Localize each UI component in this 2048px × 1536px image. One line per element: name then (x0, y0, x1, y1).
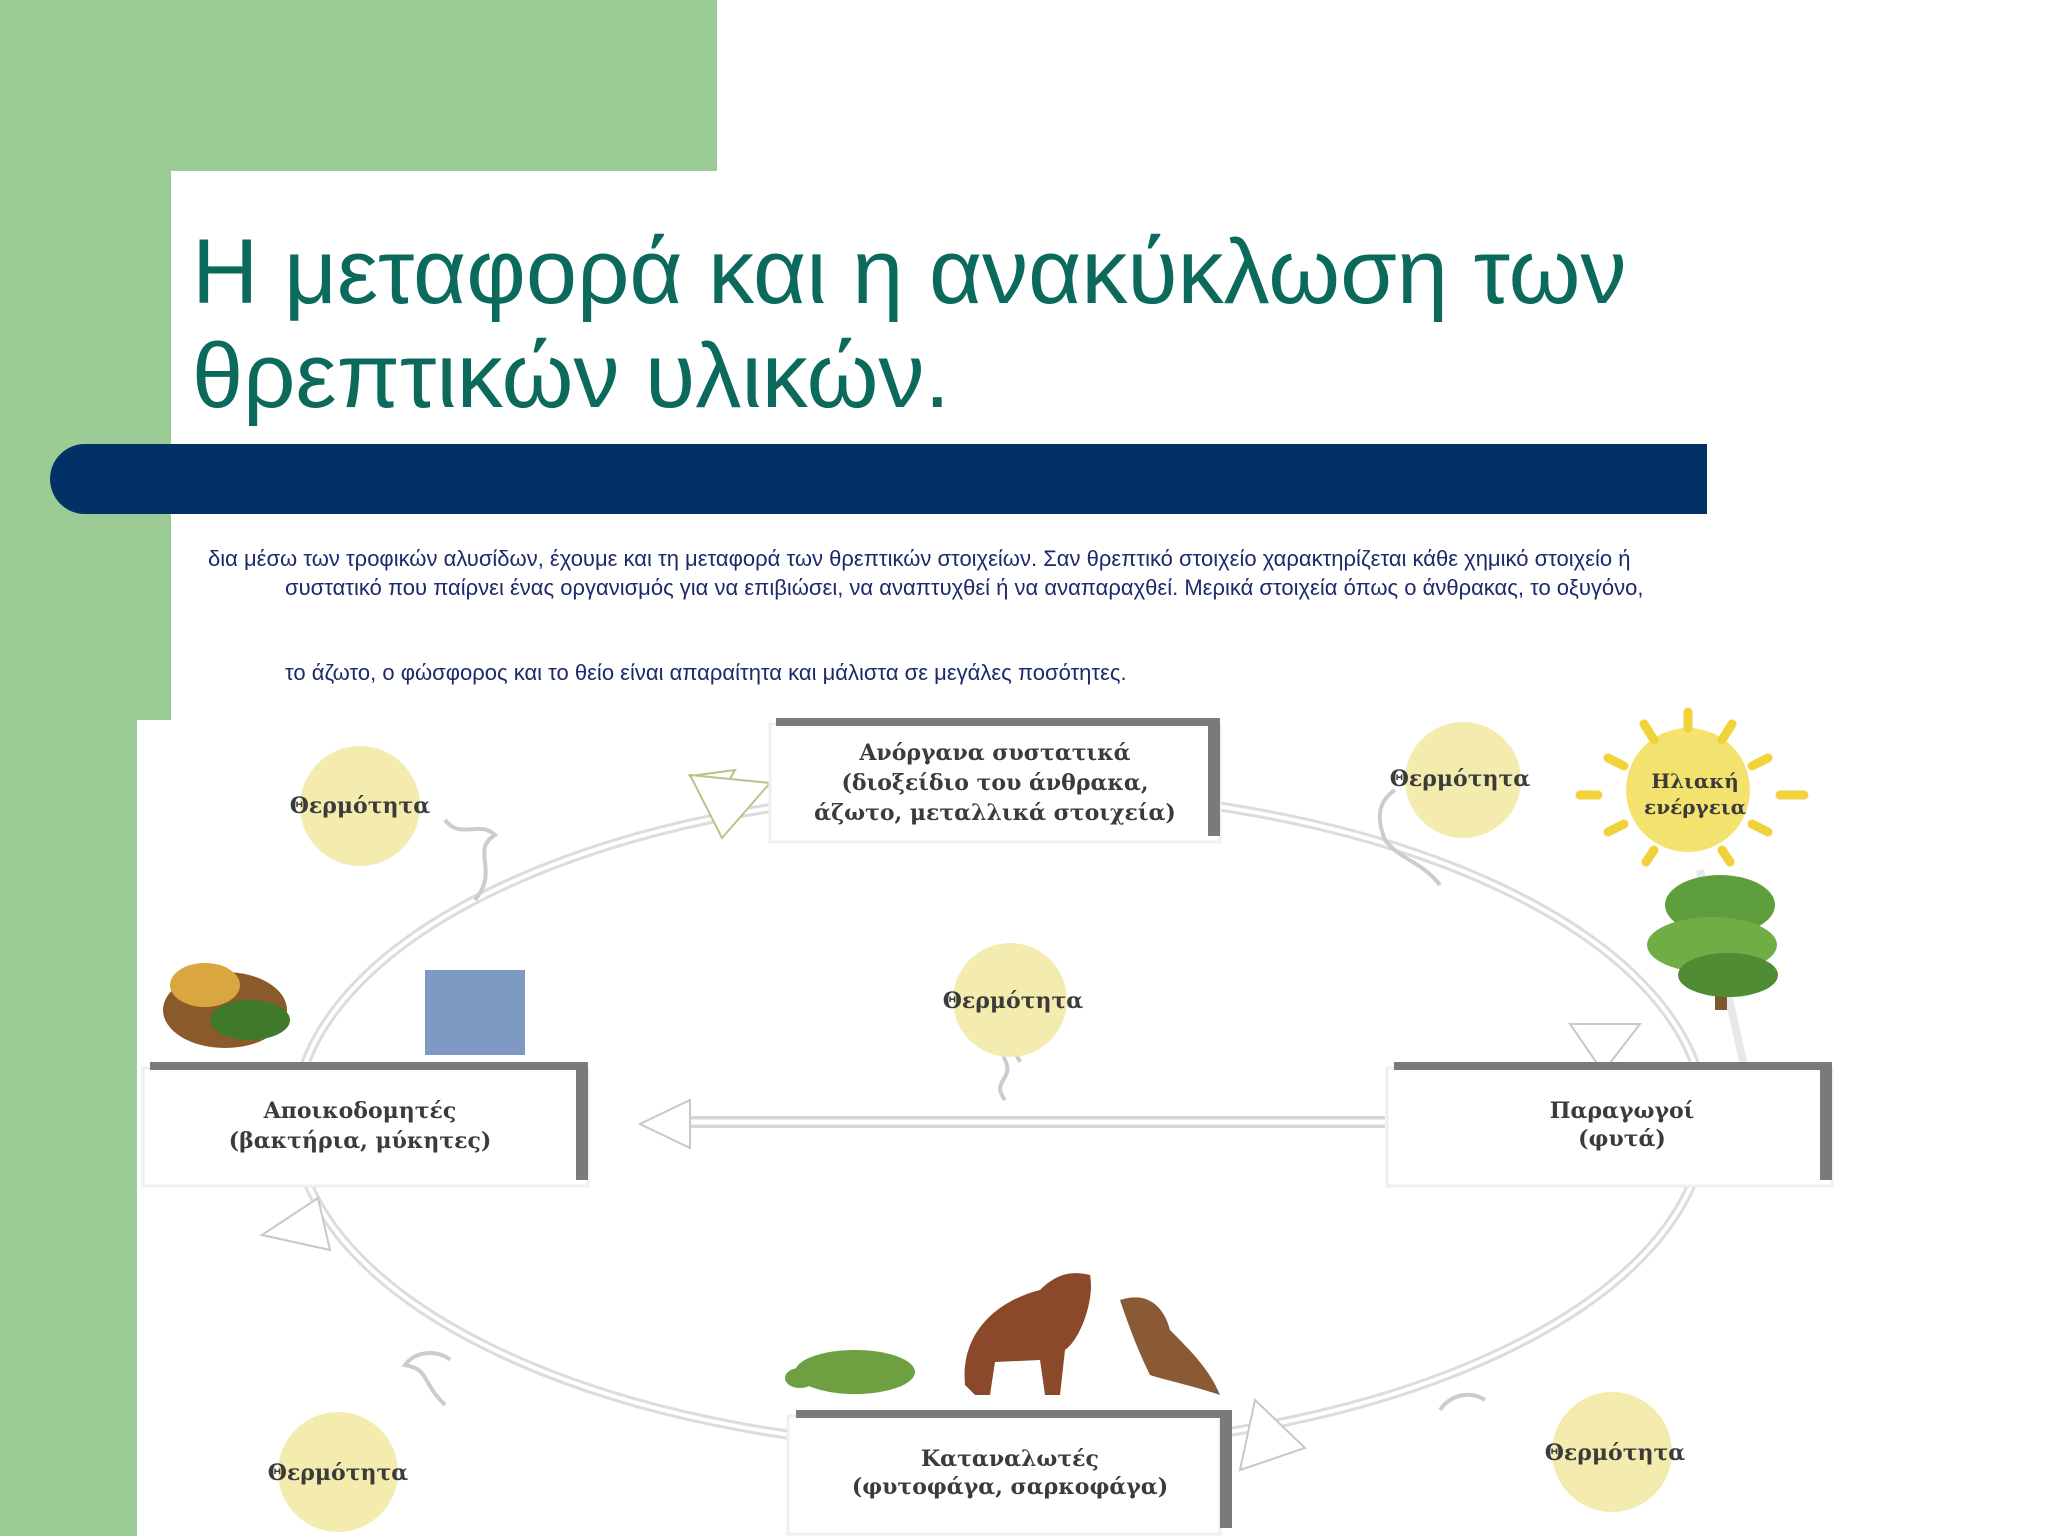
node-producers-line-1: Παραγωγοί (1549, 1098, 1695, 1124)
title-line-2: θρεπτικών υλικών. (192, 325, 951, 427)
sun-icon (1580, 712, 1804, 862)
node-producers (1387, 1062, 1832, 1186)
node-consumers (788, 1410, 1232, 1534)
body-line-2: συστατικό που παίρνει ένας οργανισμός για να επιβιώσει, να αναπτυχθεί ή να αναπαραχθεί. Μερικά στοιχεία όπως ο άνθρακας, το οξυγόνο, (285, 575, 1644, 600)
turtle-icon (785, 1350, 915, 1394)
heat-arrow-bottom-right (1440, 1395, 1485, 1410)
center-arrow (640, 1100, 1385, 1148)
fungi-image (163, 963, 290, 1048)
heat-bubble-top-right (1390, 722, 1531, 838)
node-decomposers-line-2: (βακτήρια, μύκητες) (228, 1128, 492, 1154)
node-consumers-line-2: (φυτοφάγα, σαρκοφάγα) (851, 1474, 1169, 1500)
bacteria-image (425, 970, 525, 1055)
node-consumers-line-1: Καταναλωτές (921, 1446, 1099, 1472)
heat-label-center: Θερμότητα (942, 988, 1084, 1014)
heat-bubble-bottom-left (268, 1412, 409, 1532)
arrow-head-bottom-right (1240, 1400, 1305, 1470)
heat-bubble-bottom-right (1545, 1392, 1686, 1512)
node-producers-line-2: (φυτά) (1578, 1126, 1666, 1152)
node-inorganic-line-2: (διοξείδιο του άνθρακα, (841, 770, 1149, 796)
sun-label-line-2: ενέργεια (1644, 795, 1746, 819)
node-inorganic-line-3: άζωτο, μεταλλικά στοιχεία) (814, 800, 1176, 826)
node-inorganic-line-1: Ανόργανα συστατικά (859, 740, 1131, 766)
title-line-1: Η μεταφορά και η ανακύκλωση των (192, 221, 1627, 323)
heat-label-top-right: Θερμότητα (1389, 766, 1531, 792)
heat-arrow-bottom-left (405, 1353, 450, 1405)
node-inorganic (770, 718, 1220, 842)
sun-label-line-1: Ηλιακή (1651, 769, 1739, 793)
body-line-1: δια μέσω των τροφικών αλυσίδων, έχουμε και τη μεταφορά των θρεπτικών στοιχείων. Σαν θρεπτικό στοιχείο χαρακτηρίζεται κάθε χημικό στοιχείο ή (208, 546, 1631, 571)
body-line-3: το άζωτο, ο φώσφορος και το θείο είναι απαραίτητα και μάλιστα σε μεγάλες ποσότητες. (285, 660, 1127, 685)
heat-label-bottom-left: Θερμότητα (267, 1460, 409, 1486)
wolf-icon (965, 1273, 1091, 1395)
hawk-icon (1120, 1297, 1220, 1395)
node-decomposers-line-1: Αποικοδομητές (263, 1098, 457, 1124)
heat-bubble-center (943, 943, 1084, 1057)
arrow-head-left (262, 1198, 330, 1250)
heat-label-bottom-right: Θερμότητα (1544, 1440, 1686, 1466)
tree-icon (1647, 875, 1778, 1010)
heat-bubble-top-left (290, 746, 431, 866)
node-decomposers (143, 1062, 588, 1186)
heat-label-top-left: Θερμότητα (289, 793, 431, 819)
